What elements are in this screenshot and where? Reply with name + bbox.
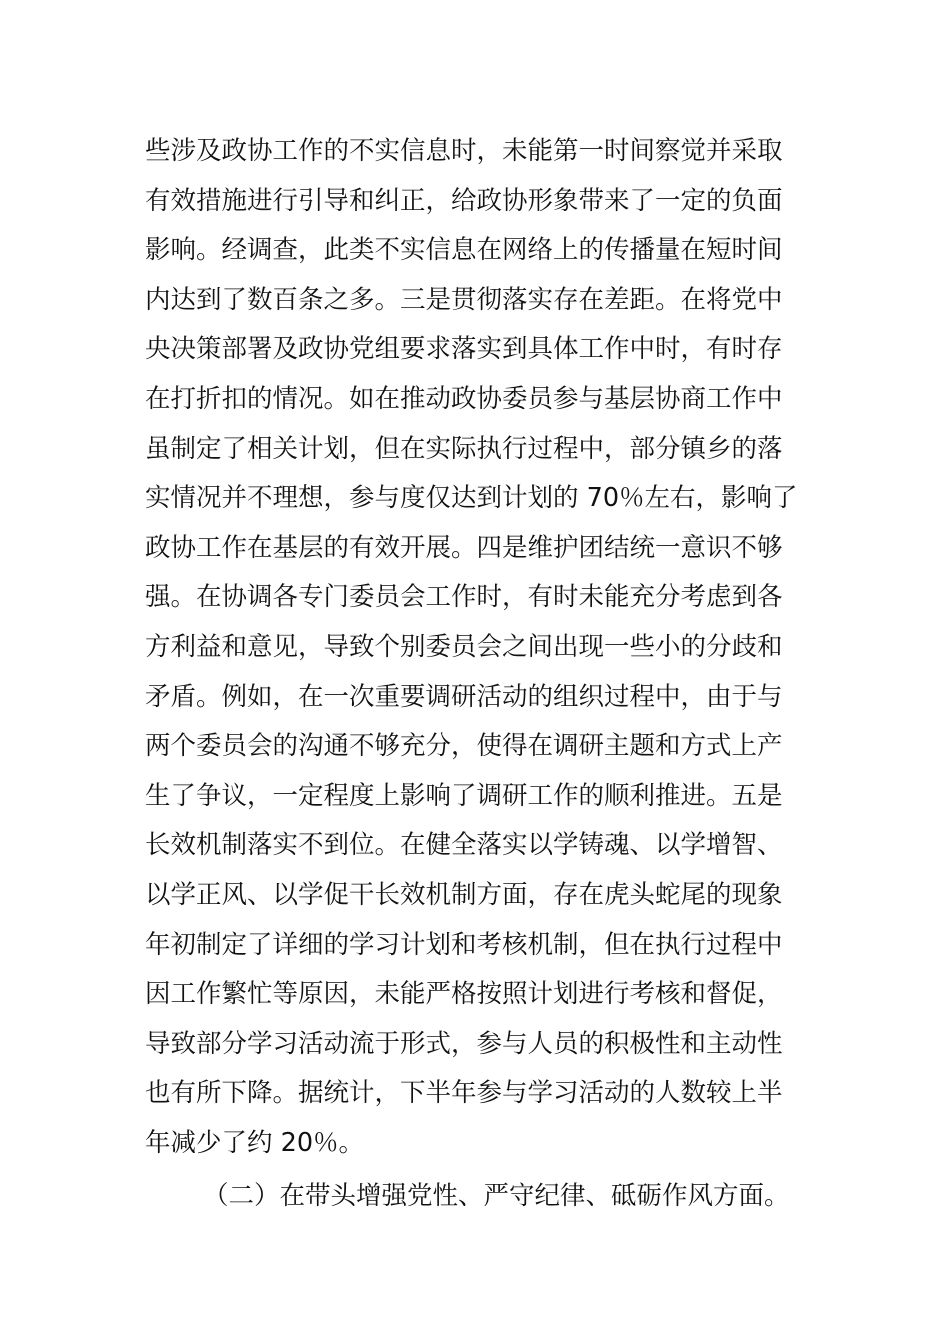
paragraph-line: 在打折扣的情况。如在推动政协委员参与基层协商工作中 bbox=[145, 383, 783, 414]
paragraph-line: 矛盾。例如，在一次重要调研活动的组织过程中，由于与 bbox=[145, 681, 783, 712]
paragraph-line: 政协工作在基层的有效开展。四是维护团结统一意识不够 bbox=[145, 532, 783, 563]
paragraph-line: 有效措施进行引导和纠正，给政协形象带来了一定的负面 bbox=[145, 185, 783, 216]
paragraph-line: 内达到了数百条之多。三是贯彻落实存在差距。在将党中 bbox=[145, 284, 783, 315]
paragraph-line: 方利益和意见，导致个别委员会之间出现一些小的分歧和 bbox=[145, 631, 783, 662]
body-paragraph bbox=[145, 127, 825, 1168]
paragraph-line: 两个委员会的沟通不够充分，使得在调研主题和方式上产 bbox=[145, 731, 783, 762]
paragraph-line: 央决策部署及政协党组要求落实到具体工作中时，有时存 bbox=[145, 334, 783, 365]
section-heading: （二）在带头增强党性、严守纪律、砥砺作风方面。 bbox=[203, 1181, 790, 1211]
paragraph-line: 些涉及政协工作的不实信息时，未能第一时间察觉并采取 bbox=[145, 136, 783, 166]
paragraph-line: 年初制定了详细的学习计划和考核机制，但在执行过程中 bbox=[145, 929, 783, 960]
paragraph-line: 导致部分学习活动流于形式，参与人员的积极性和主动性 bbox=[145, 1028, 783, 1059]
paragraph-line: 长效机制落实不到位。在健全落实以学铸魂、以学增智、 bbox=[145, 830, 783, 861]
paragraph-line: 生了争议，一定程度上影响了调研工作的顺利推进。五是 bbox=[145, 780, 783, 811]
paragraph-line: 也有所下降。据统计，下半年参与学习活动的人数较上半 bbox=[145, 1078, 783, 1109]
paragraph-line: 以学正风、以学促干长效机制方面，存在虎头蛇尾的现象 bbox=[145, 879, 783, 910]
paragraph-line: 实情况并不理想，参与度仅达到计划的 70％左右，影响了 bbox=[145, 483, 798, 514]
paragraph-line: 虽制定了相关计划，但在实际执行过程中，部分镇乡的落 bbox=[145, 433, 783, 464]
paragraph-line: 强。在协调各专门委员会工作时，有时未能充分考虑到各 bbox=[145, 582, 783, 613]
paragraph-line: 年减少了约 20％。 bbox=[145, 1127, 365, 1158]
paragraph-line: 影响。经调查，此类不实信息在网络上的传播量在短时间 bbox=[145, 235, 783, 266]
paragraph-line: 因工作繁忙等原因，未能严格按照计划进行考核和督促， bbox=[145, 979, 783, 1010]
